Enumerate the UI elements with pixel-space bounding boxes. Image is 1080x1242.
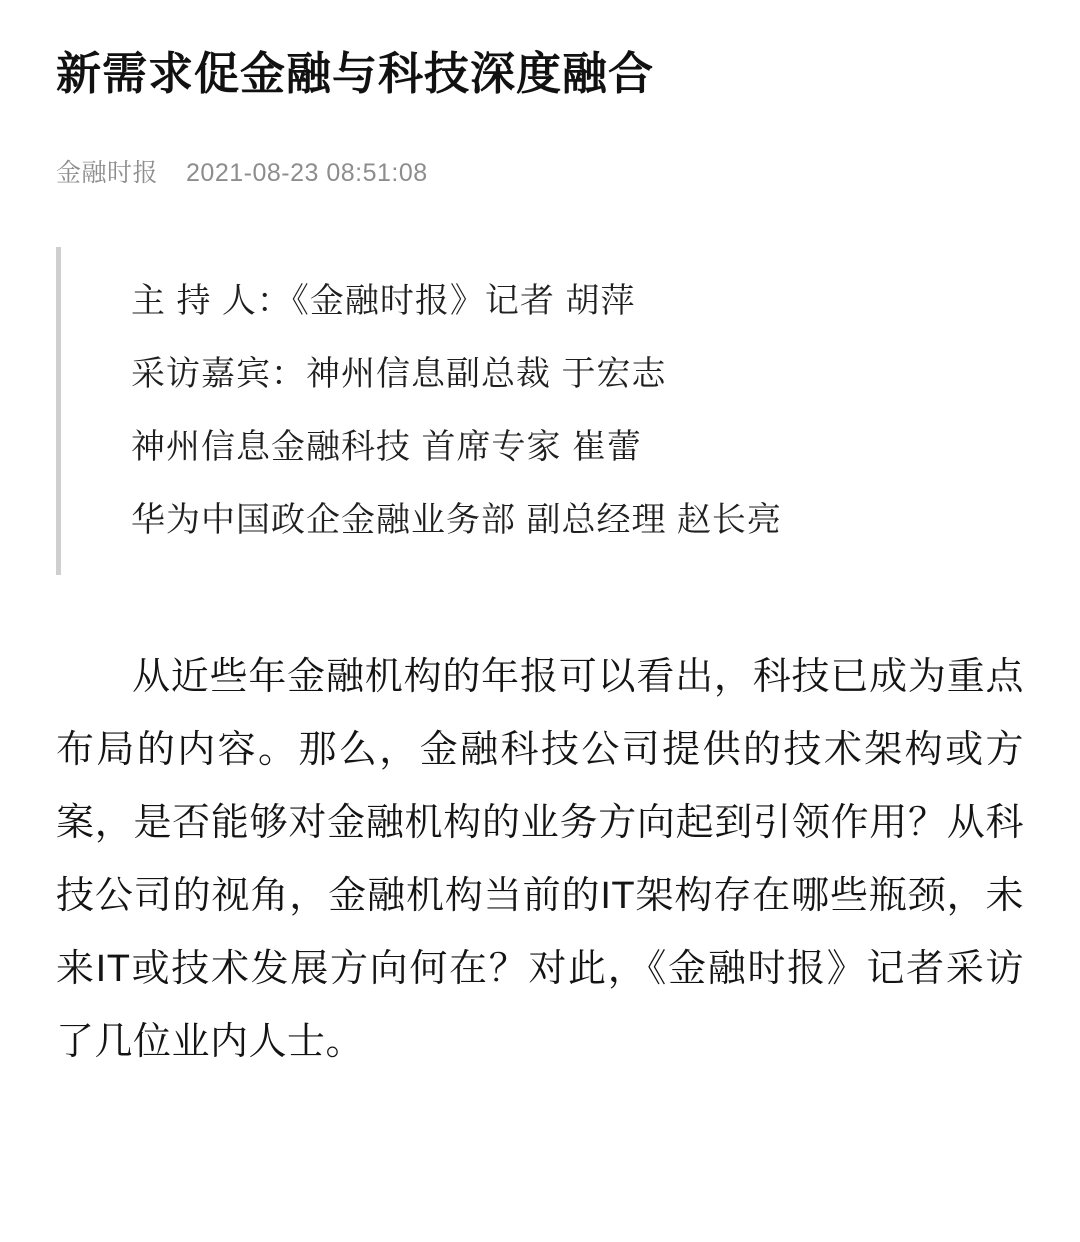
article-paragraph: 从近些年金融机构的年报可以看出，科技已成为重点布局的内容。那么，金融科技公司提供的技术架构或方案，是否能够对金融机构的业务方向起到引领作用？从科技公司的视角，金融机构当前的IT架构存在哪些瓶颈，未来IT或技术发展方向何在？对此，《金融时报》记者采访了几位业内人士。 [56,656,1024,1063]
article-source: 金融时报 [56,158,159,187]
quote-line: 主 持 人：《金融时报》记者 胡萍 [131,281,636,320]
page-title: 新需求促金融与科技深度融合 [56,48,655,99]
article-datetime: 2021-08-23 08:51:08 [186,158,428,187]
quote-line: 采访嘉宾：神州信息副总裁 于宏志 [131,354,667,393]
interview-info-block [56,247,1024,575]
article-meta [56,153,1024,189]
quote-line: 神州信息金融科技 首席专家 崔蕾 [131,427,642,466]
quote-line: 华为中国政企金融业务部 副总经理 赵长亮 [131,501,782,540]
article-body [56,641,1024,1079]
